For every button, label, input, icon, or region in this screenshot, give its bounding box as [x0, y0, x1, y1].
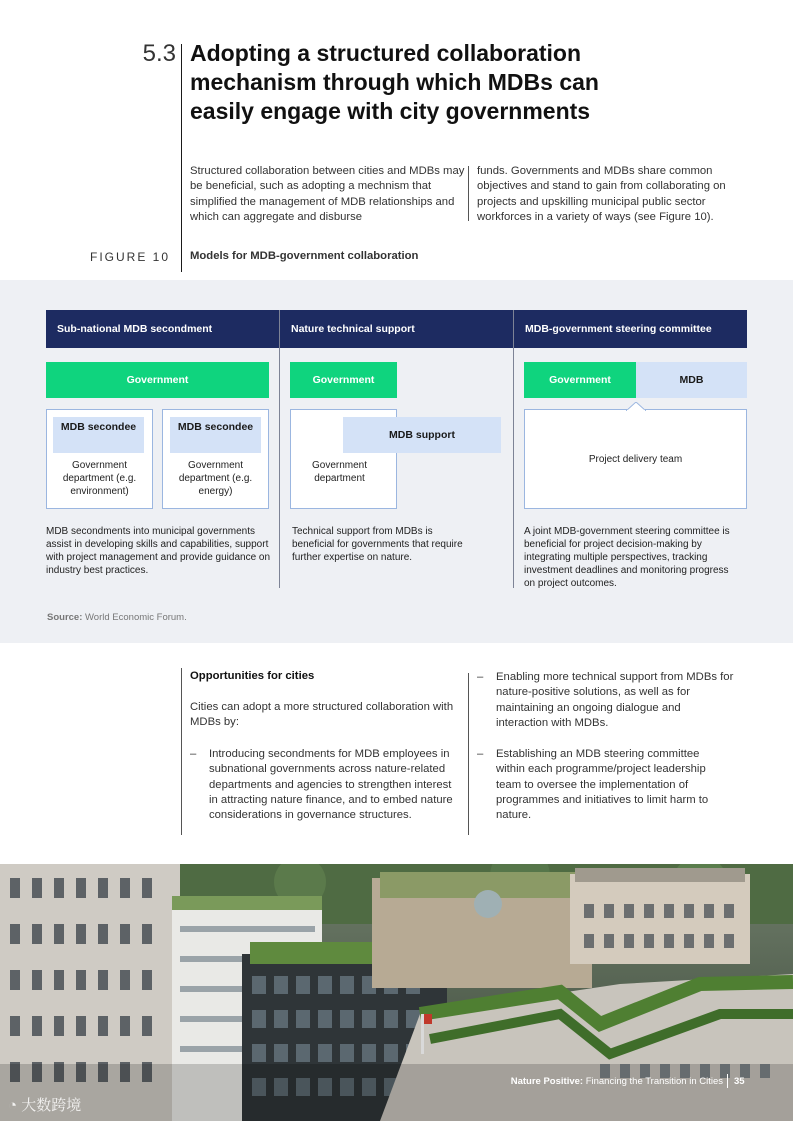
bullet-text: Enabling more technical support from MDBs for nature-positive solutions, as well as for maintaining an ongoing dialogue and interaction with MDBs.	[496, 671, 734, 729]
col2-mdb-support-box: MDB support	[343, 417, 501, 453]
col3-government-box: Government	[524, 362, 636, 398]
col1-department-text-2: Government department (e.g. energy)	[178, 460, 253, 497]
col1-secondee-tag-2: MDB secondee	[170, 417, 261, 453]
col3-heading: MDB-government steering committee	[514, 310, 747, 348]
intro-right-column: funds. Governments and MDBs share common objectives and stand to gain from collaborating on projects and upskilling municipal public sector workforces in a variety of ways (see Figure 10).	[477, 165, 726, 223]
col1-department-text-1: Government department (e.g. environment)	[62, 460, 137, 497]
col1-secondee-tag-1: MDB secondee	[53, 417, 144, 453]
col2-government-box: Government	[290, 362, 397, 398]
dash-icon: –	[477, 748, 484, 760]
col1-heading: Sub-national MDB secondment	[46, 310, 279, 348]
watermark	[8, 1094, 81, 1115]
opportunities-column-divider	[468, 673, 469, 835]
source-text: World Economic Forum.	[85, 612, 187, 623]
dash-icon: –	[190, 748, 197, 760]
bullet-text: Establishing an MDB steering committee within each programme/project leadership team to oversee the implementation of programmes and initiatives to limit harm to nature.	[496, 748, 709, 822]
col2-description: Technical support from MDBs is beneficial for governments that require further expertise on nature.	[292, 526, 463, 563]
figure-title: Models for MDB-government collaboration	[190, 250, 419, 262]
list-item	[190, 747, 455, 837]
intro-column-divider	[468, 166, 469, 221]
column-divider	[279, 310, 280, 588]
figure-source	[47, 612, 187, 623]
figure-label: FIGURE 10	[90, 250, 171, 264]
footer-report-title	[511, 1076, 723, 1087]
column-divider	[513, 310, 514, 588]
list-item	[477, 747, 742, 823]
footer-report-bold: Nature Positive:	[510, 1076, 584, 1087]
section-title: Adopting a structured collaboration mechanism through which MDBs can easily engage with city governments	[190, 40, 599, 124]
watermark-logo-icon: ◔	[8, 1097, 18, 1114]
intro-left-column: Structured collaboration between cities and MDBs may be beneficial, such as adopting a mechnism that simplified the management of MDB relationships and which can aggregate and disburse	[190, 165, 465, 223]
list-item	[477, 670, 742, 732]
pointer-arrow-icon	[626, 402, 646, 411]
watermark-text: 大数跨境	[21, 1097, 82, 1114]
source-label: Source:	[47, 612, 83, 623]
col2-heading: Nature technical support	[280, 310, 513, 348]
col3-mdb-box: MDB	[636, 362, 747, 398]
col2-department-text: Government department	[311, 460, 368, 484]
col3-team-text: Project delivery team	[588, 454, 683, 465]
figure-panel	[0, 280, 793, 643]
bullet-text: Introducing secondments for MDB employees in subnational governments across nature-related departments and agencies to strengthen interest in attracting nature finance, and to embed nature considerations in governance structures.	[209, 748, 453, 822]
opportunities-intro: Cities can adopt a more structured collaboration with MDBs by:	[190, 701, 454, 729]
dash-icon: –	[477, 671, 484, 683]
page-number: 35	[734, 1076, 745, 1087]
col3-description: A joint MDB-government steering committee is beneficial for project decision-making by integrating multiple perspectives, tracking investment deadlines and monitoring progress on project outcomes.	[524, 526, 730, 589]
section-rule	[181, 44, 182, 272]
footer-report-rest: Financing the Transition in Cities	[585, 1076, 723, 1087]
col1-description: MDB secondments into municipal governments assist in developing skills and capabilities, support with project management and provide guidance on industry best practices.	[46, 526, 271, 576]
section-number: 5.3	[142, 40, 176, 67]
opportunities-heading: Opportunities for cities	[190, 670, 315, 682]
footer-separator	[727, 1074, 728, 1088]
opportunities-rule	[181, 668, 182, 835]
col1-government-box: Government	[46, 362, 269, 398]
